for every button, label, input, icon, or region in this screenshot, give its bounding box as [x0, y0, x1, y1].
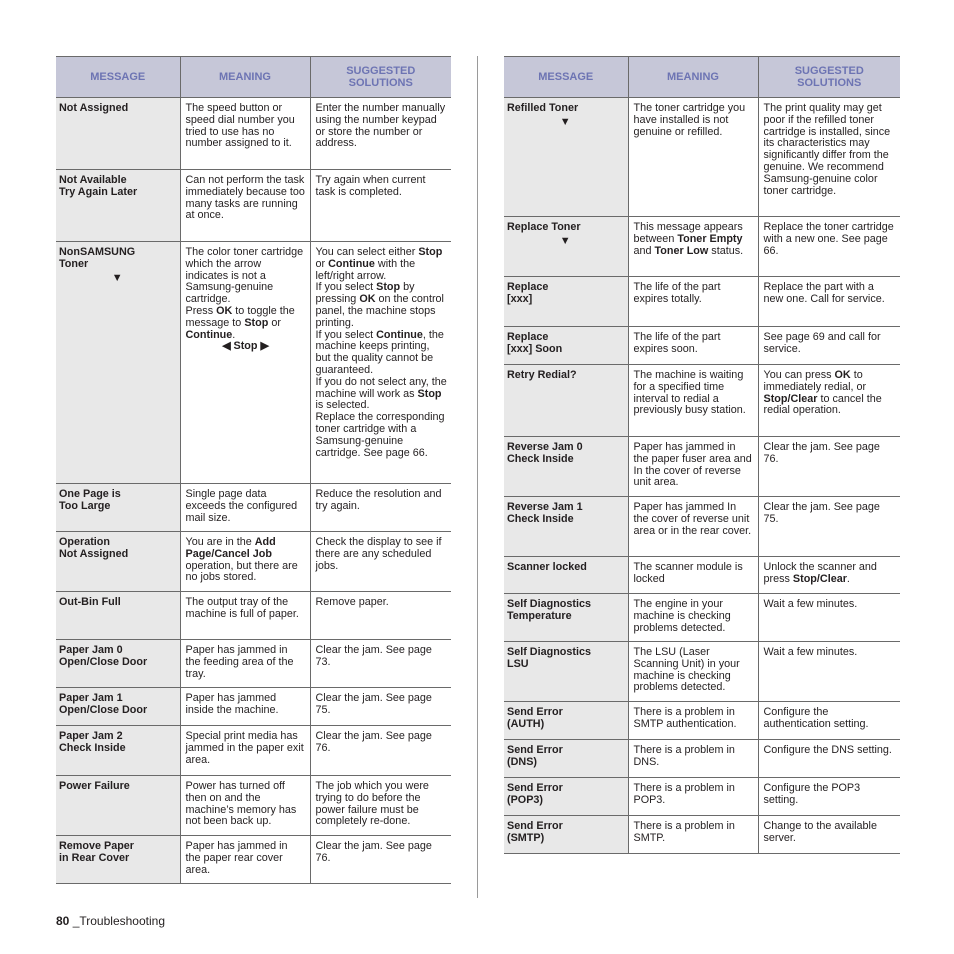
table-row — [56, 776, 451, 836]
table-row — [504, 365, 900, 437]
message-cell — [56, 484, 180, 532]
message-line: [xxx] Soon — [507, 342, 563, 355]
solution-text: You can select either — [315, 246, 419, 258]
continue-key-label: Continue — [185, 328, 233, 341]
table-row — [56, 532, 451, 592]
table-row — [504, 277, 900, 327]
table-row — [56, 98, 451, 170]
meaning-cell: Paper has jammed in the feeding area of the tray. — [180, 640, 310, 688]
meaning-text: The color toner cartridge which the arrow indicates is not a Samsung-genuine cartridge. — [185, 246, 304, 306]
stop-key-label: Stop — [244, 316, 269, 329]
message-line: Power Failure — [59, 780, 130, 792]
solution-cell: Replace the part with a new one. Call for service. — [758, 277, 900, 327]
message-line: Check Inside — [59, 741, 126, 754]
solution-cell: Try again when current task is completed. — [310, 170, 451, 242]
solution-cell: Configure the authentication setting. — [758, 702, 900, 740]
solution-cell: Check the display to see if there are any scheduled jobs. — [310, 532, 451, 592]
stop-key-label: Stop — [418, 246, 443, 258]
meaning-cell: The life of the part expires soon. — [628, 327, 758, 365]
meaning-cell: Can not perform the task immediately because too many tasks are running at once. — [180, 170, 310, 242]
message-line: Reverse Jam 1 — [507, 501, 583, 513]
meaning-cell: Paper has jammed in the paper rear cover area. — [180, 836, 310, 884]
meaning-cell: Paper has jammed inside the machine. — [180, 688, 310, 726]
meaning-cell: The output tray of the machine is full of paper. — [180, 592, 310, 640]
table-row — [56, 688, 451, 726]
message-cell — [504, 778, 628, 816]
message-cell — [56, 242, 180, 484]
message-line: Send Error — [507, 820, 563, 832]
meaning-cell: The machine is waiting for a specified time interval to redial a previously busy station. — [628, 365, 758, 437]
solution-text: . — [846, 572, 850, 585]
meaning-text: to toggle the message to — [185, 304, 295, 329]
message-cell — [504, 594, 628, 642]
solution-cell: The print quality may get poor if the refilled toner cartridge is installed, since its characteristics may significantly differ from the genuine. We recommend Samsung-genuine color toner cartridge. — [758, 98, 900, 217]
meaning-cell: The LSU (Laser Scanning Unit) in your machine is checking problems detected. — [628, 642, 758, 702]
solution-cell: Clear the jam. See page 76. — [310, 836, 451, 884]
stop-key-label: Stop — [376, 281, 401, 294]
meaning-cell: The toner cartridge you have installed is not genuine or refilled. — [628, 98, 758, 217]
meaning-text: This message appears between — [633, 221, 743, 245]
meaning-cell: Power has turned off then on and the machine’s memory has not been back up. — [180, 776, 310, 836]
meaning-cell: Paper has jammed In the cover of reverse unit area or in the rear cover. — [628, 497, 758, 557]
message-cell — [504, 557, 628, 594]
meaning-text: or — [268, 316, 281, 329]
ok-key-label: OK — [216, 304, 233, 317]
solution-text: Unlock the scanner and press — [763, 561, 877, 585]
meaning-cell: Special print media has jammed in the paper exit area. — [180, 726, 310, 776]
solution-cell: Clear the jam. See page 76. — [310, 726, 451, 776]
message-line: Toner — [59, 257, 89, 270]
message-line: Refilled Toner — [507, 102, 579, 114]
solution-cell: Wait a few minutes. — [758, 594, 900, 642]
message-cell — [504, 327, 628, 365]
page-number: 80 — [56, 914, 70, 928]
continue-key-label: Continue — [328, 257, 375, 270]
solution-cell: Replace the toner cartridge with a new one. See page 66. — [758, 217, 900, 277]
table-header-row — [504, 57, 900, 98]
message-line: Check Inside — [507, 452, 574, 465]
meaning-cell: There is a problem in POP3. — [628, 778, 758, 816]
header-meaning: MEANING — [180, 57, 310, 98]
meaning-cell — [180, 242, 310, 484]
message-cell — [504, 816, 628, 854]
arrow-down-icon: ▼ — [111, 271, 123, 284]
solution-text: If you do not select any, the machine will work as — [315, 375, 447, 400]
message-line: Reverse Jam 0 — [507, 441, 583, 453]
message-cell — [504, 702, 628, 740]
message-cell — [504, 217, 628, 277]
table-row — [504, 778, 900, 816]
meaning-cell: There is a problem in SMTP. — [628, 816, 758, 854]
solution-cell: Configure the POP3 setting. — [758, 778, 900, 816]
message-cell — [504, 642, 628, 702]
meaning-cell — [628, 217, 758, 277]
message-cell — [504, 98, 628, 217]
continue-key-label: Continue — [376, 328, 423, 341]
solution-cell: Wait a few minutes. — [758, 642, 900, 702]
header-meaning: MEANING — [628, 57, 758, 98]
message-cell — [56, 98, 180, 170]
message-cell — [56, 776, 180, 836]
table-row — [56, 484, 451, 532]
message-cell — [56, 532, 180, 592]
message-line: Open/Close Door — [59, 703, 148, 716]
message-line: LSU — [507, 657, 529, 670]
message-line: Temperature — [507, 609, 572, 622]
header-solutions: SUGGESTED SOLUTIONS — [310, 57, 451, 98]
table-row — [504, 816, 900, 854]
meaning-text: status. — [708, 244, 744, 257]
message-cell — [504, 437, 628, 497]
arrow-down-icon: ▼ — [559, 115, 571, 128]
message-cell — [56, 640, 180, 688]
message-line: Too Large — [59, 499, 111, 512]
meaning-text: and — [633, 244, 655, 257]
solution-cell: Clear the jam. See page 75. — [758, 497, 900, 557]
meaning-cell: The scanner module is locked — [628, 557, 758, 594]
message-line: Self Diagnostics — [507, 646, 591, 658]
ok-key-label: OK — [834, 369, 851, 381]
message-line: Remove Paper — [59, 840, 135, 852]
solution-cell: Clear the jam. See page 75. — [310, 688, 451, 726]
message-line: Try Again Later — [59, 185, 138, 198]
table-row — [56, 592, 451, 640]
message-cell — [56, 170, 180, 242]
left-error-table — [56, 56, 451, 884]
solution-text: If you select — [315, 328, 377, 341]
table-row — [504, 497, 900, 557]
message-cell — [56, 688, 180, 726]
solution-text: , the machine keeps printing, but the quality cannot be guaranteed. — [315, 328, 444, 376]
meaning-cell: There is a problem in SMTP authentication. — [628, 702, 758, 740]
table-header-row — [56, 57, 451, 98]
message-line: (POP3) — [507, 793, 543, 806]
table-row — [504, 437, 900, 497]
solution-cell — [758, 557, 900, 594]
stop-toggle-display — [186, 341, 306, 353]
table-row — [504, 327, 900, 365]
message-line: Check Inside — [507, 512, 574, 525]
table-row — [56, 170, 451, 242]
message-line: Paper Jam 1 — [59, 692, 123, 704]
solution-text: Replace the corresponding toner cartridge with a Samsung-genuine cartridge. See page 66. — [315, 411, 445, 459]
meaning-text: operation, but there are no jobs stored. — [185, 559, 298, 584]
solution-text: to cancel the redial operation. — [763, 392, 882, 417]
message-line: Send Error — [507, 744, 563, 756]
table-row — [504, 642, 900, 702]
stop-label: Stop — [233, 340, 258, 353]
section-name: _Troubleshooting — [72, 914, 165, 928]
solution-cell — [310, 242, 451, 484]
meaning-text: . — [232, 328, 236, 341]
meaning-text: You are in the — [185, 536, 255, 548]
message-line: Out-Bin Full — [59, 596, 121, 608]
solution-text: or — [315, 257, 329, 270]
meaning-text: Press — [185, 304, 217, 317]
solution-text: is selected. — [315, 399, 370, 412]
message-cell — [504, 277, 628, 327]
message-line: Not Assigned — [59, 547, 129, 560]
header-message: MESSAGE — [56, 57, 180, 98]
solution-cell: Enter the number manually using the number keypad or store the number or address. — [310, 98, 451, 170]
solution-text: with the left/right arrow. — [315, 257, 416, 282]
message-line: Paper Jam 2 — [59, 730, 123, 742]
message-cell — [56, 726, 180, 776]
table-row — [56, 640, 451, 688]
solution-cell: Clear the jam. See page 76. — [758, 437, 900, 497]
message-line: Replace — [507, 281, 549, 293]
message-cell — [504, 497, 628, 557]
table-row — [504, 594, 900, 642]
message-line: NonSAMSUNG — [59, 246, 136, 258]
solution-text: by pressing — [315, 281, 415, 306]
solution-cell: See page 69 and call for service. — [758, 327, 900, 365]
message-line: Self Diagnostics — [507, 598, 591, 610]
page-footer — [56, 914, 165, 928]
header-solutions: SUGGESTED SOLUTIONS — [758, 57, 900, 98]
meaning-cell — [180, 532, 310, 592]
message-line: (DNS) — [507, 755, 537, 768]
message-cell — [56, 836, 180, 884]
table-row — [504, 557, 900, 594]
message-line: Operation — [59, 536, 110, 548]
solution-text: to immediately redial, or — [763, 369, 867, 393]
table-row — [56, 836, 451, 884]
message-line: Replace Toner — [507, 221, 581, 233]
message-line: One Page is — [59, 488, 121, 500]
ok-key-label: OK — [359, 293, 376, 306]
meaning-cell: The engine in your machine is checking problems detected. — [628, 594, 758, 642]
arrow-down-icon: ▼ — [559, 234, 571, 247]
message-line: Send Error — [507, 782, 563, 794]
solution-cell: The job which you were trying to do before the power failure must be completely re-done. — [310, 776, 451, 836]
solution-cell: Remove paper. — [310, 592, 451, 640]
solution-cell: Clear the jam. See page 73. — [310, 640, 451, 688]
solution-cell: Change to the available server. — [758, 816, 900, 854]
cancel-job-key-label: Cancel Job — [214, 547, 272, 560]
add-page-key-label: Add Page — [185, 536, 276, 560]
message-line: (AUTH) — [507, 717, 545, 730]
triangle-left-icon: ◀ — [222, 340, 231, 353]
table-row — [504, 98, 900, 217]
table-row — [504, 702, 900, 740]
message-line: Retry Redial? — [507, 369, 577, 381]
solution-text: If you select — [315, 281, 377, 294]
message-cell — [504, 365, 628, 437]
message-line: Not Available — [59, 174, 127, 186]
right-error-table — [504, 56, 900, 854]
stop-clear-key-label: Stop/Clear — [763, 392, 818, 405]
message-line: Scanner locked — [507, 561, 587, 573]
message-cell — [56, 592, 180, 640]
solution-cell — [758, 365, 900, 437]
message-line: Open/Close Door — [59, 655, 148, 668]
meaning-cell: The speed button or speed dial number you tried to use has no number assigned to it. — [180, 98, 310, 170]
table-row — [56, 242, 451, 484]
meaning-cell: There is a problem in DNS. — [628, 740, 758, 778]
triangle-right-icon: ▶ — [260, 340, 269, 353]
message-line: Send Error — [507, 706, 563, 718]
message-cell — [504, 740, 628, 778]
solution-text: on the control panel, the machine stops printing. — [315, 293, 444, 329]
toner-empty-label: Toner Empty — [677, 232, 743, 245]
solution-text: You can press — [763, 369, 835, 381]
toner-low-label: Toner Low — [654, 244, 709, 257]
solution-cell: Reduce the resolution and try again. — [310, 484, 451, 532]
meaning-cell: The life of the part expires totally. — [628, 277, 758, 327]
message-line: (SMTP) — [507, 831, 545, 844]
message-line: Not Assigned — [59, 102, 129, 114]
message-line: Paper Jam 0 — [59, 644, 123, 656]
meaning-text: / — [211, 547, 215, 560]
table-row — [56, 726, 451, 776]
stop-key-label: Stop — [417, 387, 442, 400]
table-row — [504, 217, 900, 277]
table-row — [504, 740, 900, 778]
stop-clear-key-label: Stop/Clear — [792, 572, 847, 585]
message-line: Replace — [507, 331, 549, 343]
message-line: in Rear Cover — [59, 851, 130, 864]
header-message: MESSAGE — [504, 57, 628, 98]
column-divider — [477, 56, 478, 898]
meaning-cell: Single page data exceeds the configured mail size. — [180, 484, 310, 532]
meaning-cell: Paper has jammed in the paper fuser area and In the cover of reverse unit area. — [628, 437, 758, 497]
solution-cell: Configure the DNS setting. — [758, 740, 900, 778]
message-line: [xxx] — [507, 292, 533, 305]
